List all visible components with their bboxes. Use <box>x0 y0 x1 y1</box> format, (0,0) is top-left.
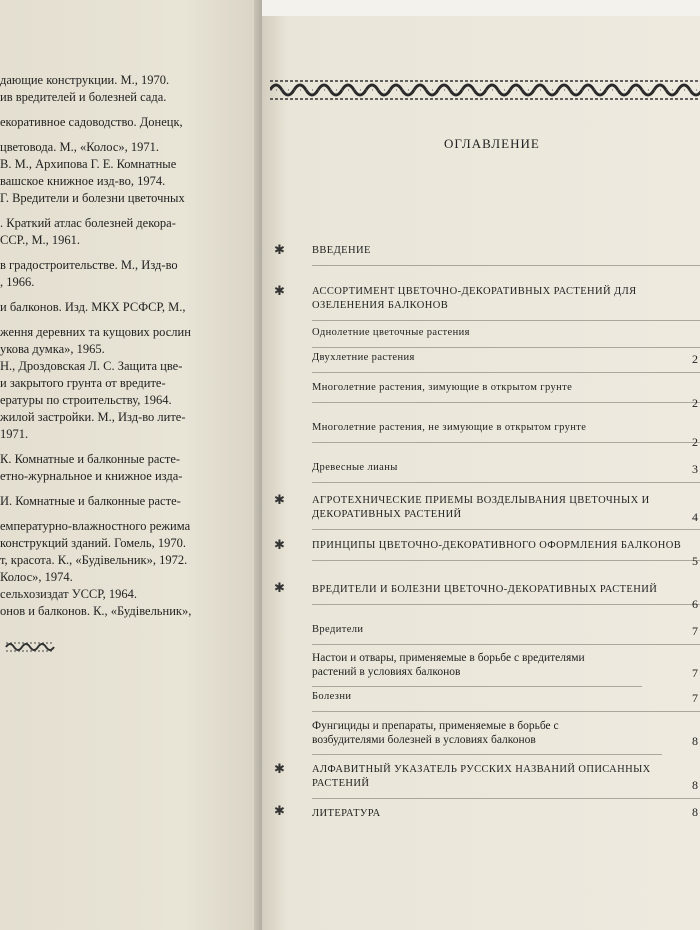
toc-entry: ВВЕДЕНИЕ <box>312 244 692 258</box>
bibliography <box>0 72 262 659</box>
page-number: 7 <box>692 624 698 638</box>
toc-entry: Фунгициды и препараты, применяемые в борьбе с возбудителями болезней в условиях балконов <box>312 719 632 747</box>
bib-line: цветовода. М., «Колос», 1971. <box>0 140 159 154</box>
toc-entry: Однолетние цветочные растения <box>312 326 692 340</box>
page-number: 2 <box>692 352 698 366</box>
star-icon: ✱ <box>274 242 285 257</box>
page-number: 7 <box>692 666 698 680</box>
toc-entry: АССОРТИМЕНТ ЦВЕТОЧНО-ДЕКОРАТИВНЫХ РАСТЕНИЙ ДЛЯ ОЗЕЛЕНЕНИЯ БАЛКОНОВ <box>312 285 692 313</box>
page-number: 3 <box>692 462 698 476</box>
toc-entry: Вредители <box>312 623 692 637</box>
bib-line: емпературно-влажностного режима <box>0 519 191 533</box>
bib-line: И. Комнатные и балконные расте- <box>0 494 181 508</box>
bib-line: конструкций зданий. Гомель, 1970. <box>0 536 186 550</box>
bib-line: в градостроительстве. М., Изд-во <box>0 258 178 272</box>
star-icon: ✱ <box>274 492 285 507</box>
bib-line: сельхозиздат УССР, 1964. <box>0 587 138 601</box>
page-number: 4 <box>692 510 698 524</box>
star-icon: ✱ <box>274 537 285 552</box>
bib-line: ив вредителей и болезней сада. <box>0 90 167 104</box>
page-number: 6 <box>692 597 698 611</box>
toc-entry: Настои и отвары, применяемые в борьбе с вредителями растений в условиях балконов <box>312 651 612 679</box>
toc-entry: ВРЕДИТЕЛИ И БОЛЕЗНИ ЦВЕТОЧНО-ДЕКОРАТИВНЫХ РАСТЕНИЙ <box>312 583 692 597</box>
bib-line: К. Комнатные и балконные расте- <box>0 452 181 466</box>
toc-entry: Древесные лианы <box>312 461 692 475</box>
bib-line: ературы по строительству, 1964. <box>0 393 172 407</box>
toc-entry: ПРИНЦИПЫ ЦВЕТОЧНО-ДЕКОРАТИВНОГО ОФОРМЛЕНИЯ БАЛКОНОВ <box>312 539 692 553</box>
bib-line: В. М., Архипова Г. Е. Комнатные <box>0 157 177 171</box>
toc-entry: Многолетние растения, не зимующие в открытом грунте <box>312 421 692 435</box>
bib-line: ження деревних та кущових рослин <box>0 325 191 339</box>
toc-title: ОГЛАВЛЕНИЕ <box>444 136 540 151</box>
bib-line: укова думка», 1965. <box>0 342 105 356</box>
star-icon: ✱ <box>274 283 285 298</box>
bib-line: жилой застройки. М., Изд-во лите- <box>0 410 186 424</box>
bib-line: вашское книжное изд-во, 1974. <box>0 174 166 188</box>
page-number: 2 <box>692 435 698 449</box>
toc-entry: ЛИТЕРАТУРА <box>312 808 381 819</box>
bib-line: 1971. <box>0 427 29 441</box>
toc-entry: АЛФАВИТНЫЙ УКАЗАТЕЛЬ РУССКИХ НАЗВАНИЙ ОПИСАННЫХ РАСТЕНИЙ <box>312 763 692 791</box>
bib-line: т, красота. К., «Будівельник», 1972. <box>0 553 188 567</box>
bib-line: дающие конструкции. М., 1970. <box>0 73 170 87</box>
page-number: 8 <box>692 805 698 819</box>
toc-entry: Многолетние растения, зимующие в открытом грунте <box>312 381 692 395</box>
page-number: 5 <box>692 554 698 568</box>
page-number: 8 <box>692 778 698 792</box>
ornament-band-icon <box>270 78 700 102</box>
bib-line: екоративное садоводство. Донецк, <box>0 115 183 129</box>
left-page <box>0 0 262 930</box>
bib-line: Н., Дроздовская Л. С. Защита цве- <box>0 359 183 373</box>
bib-line: , 1966. <box>0 275 35 289</box>
toc-entry: АГРОТЕХНИЧЕСКИЕ ПРИЕМЫ ВОЗДЕЛЫВАНИЯ ЦВЕТОЧНЫХ И ДЕКОРАТИВНЫХ РАСТЕНИЙ <box>312 494 692 522</box>
bib-line: . Краткий атлас болезней декора- <box>0 216 176 230</box>
right-page <box>262 0 700 930</box>
page-number: 8 <box>692 734 698 748</box>
bib-line: ССР., М., 1961. <box>0 233 81 247</box>
page-number: 7 <box>692 691 698 705</box>
toc-entry: Двухлетние растения <box>312 351 692 365</box>
toc-entry: Болезни <box>312 690 692 704</box>
bib-line: етно-журнальное и книжное изда- <box>0 469 183 483</box>
bib-line: и закрытого грунта от вредите- <box>0 376 166 390</box>
star-icon: ✱ <box>274 803 285 818</box>
bib-line: и балконов. Изд. МКХ РСФСР, М., <box>0 300 186 314</box>
star-icon: ✱ <box>274 761 285 776</box>
bib-line: Г. Вредители и болезни цветочных <box>0 191 185 205</box>
bib-line: онов и балконов. К., «Будівельник», <box>0 604 192 618</box>
background-strip <box>262 0 700 16</box>
bib-line: Колос», 1974. <box>0 570 73 584</box>
ornament-icon <box>4 640 56 654</box>
star-icon: ✱ <box>274 580 285 595</box>
page-number: 2 <box>692 396 698 410</box>
